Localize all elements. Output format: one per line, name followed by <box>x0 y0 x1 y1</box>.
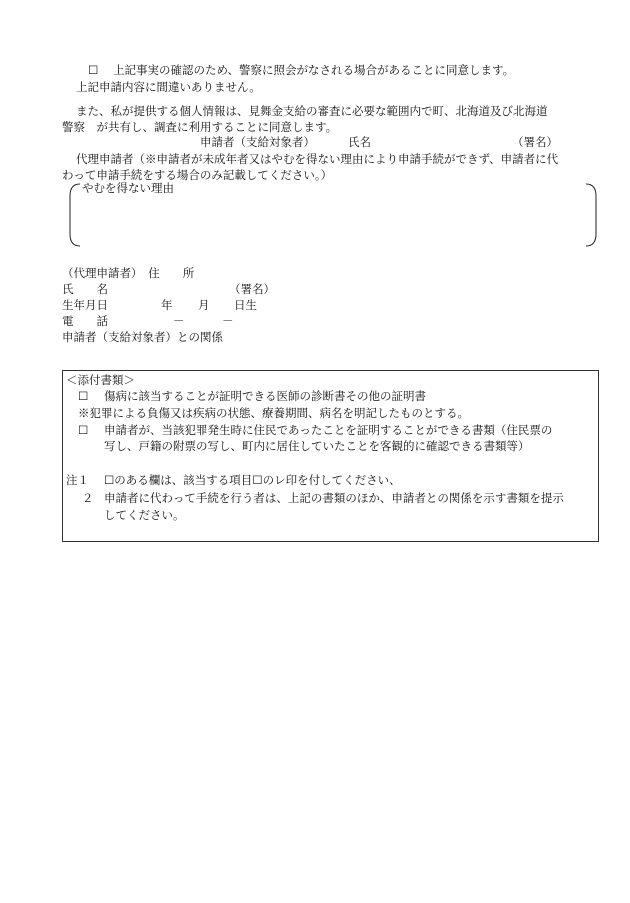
reason-input-area[interactable] <box>84 198 584 242</box>
agent-birth-label: 生年月日 <box>62 298 108 312</box>
privacy-text-line1: また、私が提供する個人情報は、見舞金支給の審査に必要な範囲内で町、北海道及び北海道 <box>76 104 548 118</box>
note2-line1: 申請者に代わって手続を行う者は、上記の書類のほか、申請者との関係を示す書類を提示 <box>104 491 564 505</box>
attachment-item1-note: ※犯罪による負傷又は疾病の状態、療養期間、病名を明記したものとする。 <box>78 406 469 420</box>
agent-birth-day: 日生 <box>234 298 257 312</box>
agent-signature-label: （署名） <box>229 282 275 296</box>
applicant-name-label: 氏名 <box>348 135 371 149</box>
agent-note-line1: 代理申請者（※申請者が未成年者又はやむを得ない理由により申請手続ができず、申請者に代 <box>76 152 559 166</box>
attachment-item2-checkbox[interactable]: ☐ <box>78 423 89 437</box>
agent-birth-year: 年 <box>161 298 173 312</box>
note1-label: 注１ <box>66 473 89 487</box>
applicant-label: 申請者（支給対象者） <box>200 135 315 149</box>
agent-relation-label: 申請者（支給対象者）との関係 <box>62 330 223 344</box>
agent-phone-dash-1: － <box>173 314 185 328</box>
applicant-signature-label: （署名） <box>512 135 558 149</box>
agent-name-label: 氏 名 <box>62 282 108 296</box>
note2-line2: してください。 <box>104 508 185 522</box>
note1-text: ☐のある欄は、該当する項目☐のレ印を付してください、 <box>104 473 401 487</box>
agent-note-line2: わって申請手続をする場合のみ記載してください。） <box>62 168 333 182</box>
agent-address-label: （代理申請者） 住 所 <box>62 266 195 280</box>
agent-phone-label: 電 話 <box>62 314 108 328</box>
agent-birth-month: 月 <box>198 298 210 312</box>
attachment-item1-text: 傷病に該当することが証明できる医師の診断書その他の証明書 <box>104 389 426 403</box>
attachment-item2-line2: 写し、戸籍の附票の写し、町内に居住していたことを客観的に確認できる書類等） <box>104 439 530 453</box>
police-consent-text: 上記事実の確認のため、警察に照会がなされる場合があることに同意します。 <box>113 63 515 77</box>
note2-label: ２ <box>82 491 94 505</box>
attachment-item2-line1: 申請者が、当該犯罪発生時に住民であったことを証明することができる書類（住民票の <box>104 423 553 437</box>
reason-box-title: やむを得ない理由 <box>82 181 174 195</box>
attachment-item1-checkbox[interactable]: ☐ <box>78 389 89 403</box>
police-consent-checkbox[interactable]: ☐ <box>88 63 99 77</box>
privacy-text-line2: 警察 が共有し、調査に利用することに同意します。 <box>62 120 338 134</box>
confirm-text: 上記申請内容に間違いありません。 <box>76 80 261 94</box>
attachments-title: ＜添付書類＞ <box>66 373 135 387</box>
agent-phone-dash-2: － <box>222 314 234 328</box>
